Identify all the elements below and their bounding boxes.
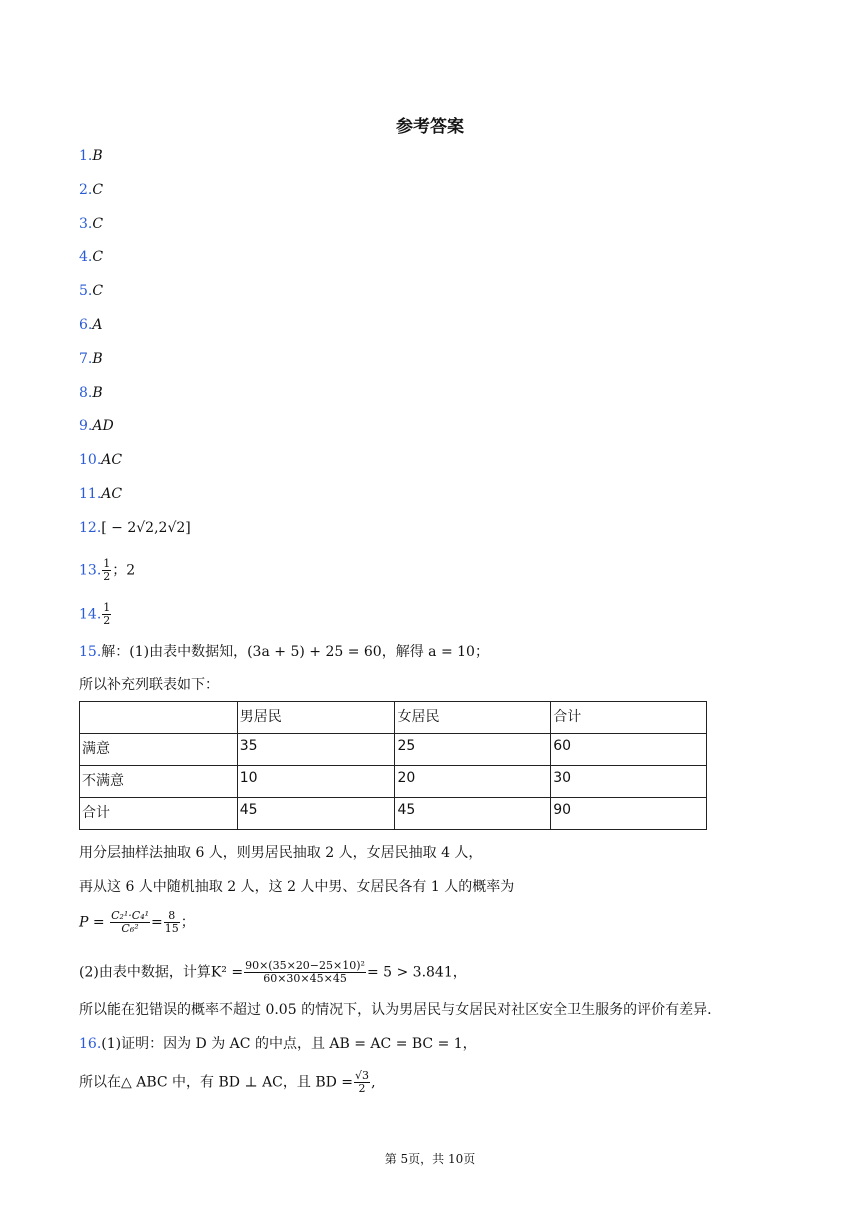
answer-item [79,147,103,165]
answer-number: 5. [79,283,93,300]
page-footer: 第 5页，共 10页 [384,1152,476,1166]
answer-value: AC [101,452,123,469]
fraction: $\frac{\text{90×(35×20−25×10)²}}{60\times 30\times 45\times 45}$ [245,959,365,985]
answer-number: 12. [79,520,102,536]
answer-item [79,248,103,266]
fraction: $\frac{8}{15}$ [164,909,179,935]
answer-value: AD [92,418,114,435]
table-cell: 90 [551,798,707,830]
table-cell: 25 [395,734,551,766]
answer-number: 1. [79,148,93,164]
table-cell: 45 [395,798,551,830]
answer-item [79,384,103,402]
solution-15-line3: 用分层抽样法抽取 6 人，则男居民抽取 2 人，女居民抽取 4 人， [79,845,483,861]
answer-value: A [92,317,103,333]
probability-formula: P = $\frac{\text{C₂¹·C₄¹}}{\text{C₆²}}$ = $\frac{8}{15}$ ； [79,909,195,935]
table-header-row [80,702,707,734]
answer-number: 4. [79,249,93,266]
answer-number: 6. [79,317,93,333]
table-cell: 45 [237,798,395,830]
table-cell: 合计 [80,798,238,830]
answer-number: 11. [79,486,102,502]
table-row [80,798,707,830]
answer-14 [79,602,112,627]
table-cell: 35 [237,734,395,766]
answer-item [79,451,122,469]
table-cell: 20 [395,766,551,798]
table-cell: 10 [237,766,395,798]
answer-value: B [92,350,103,367]
answer-value: AC [101,486,123,502]
table-cell: 满意 [80,734,238,766]
answer-number: 9. [79,418,93,435]
solution-16-line1: 16.(1)证明：因为 D 为 AC 的中点，且 AB = AC = BC = 1， [79,1036,477,1052]
answer-item [79,215,103,233]
answer-number: 16. [79,1036,102,1052]
solution-15-line2: 所以补充列联表如下： [79,677,219,693]
answer-value: [ − 2√2,2√2] [101,520,191,536]
answer-value: B [92,384,103,401]
answer-number: 14. [79,606,102,623]
answer-value: ；2 [112,562,136,579]
fraction: $\frac{\text{C₂¹·C₄¹}}{\text{C₆²}}$ [111,909,150,935]
answer-number: 2. [79,181,93,198]
answer-value: C [92,215,104,232]
answer-13 [79,558,135,583]
chi-square-formula: (2)由表中数据，计算K² = $\frac{\text{90×(35×20−25×10)²}}{60\times 30\times 45\times 45}$ = 5 > 3.841， [79,959,467,985]
answer-number: 13. [79,562,102,579]
table-cell: 合计 [551,702,707,734]
answer-number: 10. [79,452,102,469]
fraction: $\frac{1}{2}$ [103,557,111,583]
answer-item [79,316,102,334]
answer-number: 15. [79,644,102,660]
table-cell: 60 [551,734,707,766]
answer-item [79,485,122,503]
table-row [80,766,707,798]
page-title: 参考答案 [396,117,464,137]
answer-number: 7. [79,350,93,367]
answer-value: B [92,148,103,164]
table-cell: 男居民 [237,702,395,734]
answer-item [79,181,103,199]
answer-number: 8. [79,384,93,401]
table-cell: 30 [551,766,707,798]
answer-item [79,350,103,368]
answer-value: C [92,181,104,198]
table-cell: 女居民 [395,702,551,734]
answer-value: C [92,249,104,266]
table-cell: 不满意 [80,766,238,798]
table-cell [80,702,238,734]
fraction: $\frac{√3}{2}$ [355,1069,370,1095]
answer-item [79,417,114,435]
table-row [80,734,707,766]
solution-15-line4: 再从这 6 人中随机抽取 2 人，这 2 人中男、女居民各有 1 人的概率为 [79,879,515,895]
fraction: $\frac{1}{2}$ [103,601,111,627]
solution-15-conclusion: 所以能在犯错误的概率不超过 0.05 的情况下，认为男居民与女居民对社区安全卫生服务的评价有差异. [79,1002,712,1018]
solution-16-line2: 所以在△ ABC 中，有 BD ⊥ AC，且 BD = $\frac{√3}{2}$ , [79,1069,376,1095]
answer-number: 3. [79,215,93,232]
answer-12 [79,519,191,537]
answer-value: C [92,283,104,300]
solution-15-line1: 15.解：(1)由表中数据知，(3a + 5) + 25 = 60，解得 a = 10； [79,644,489,660]
answer-item [79,282,103,300]
contingency-table [79,701,707,830]
